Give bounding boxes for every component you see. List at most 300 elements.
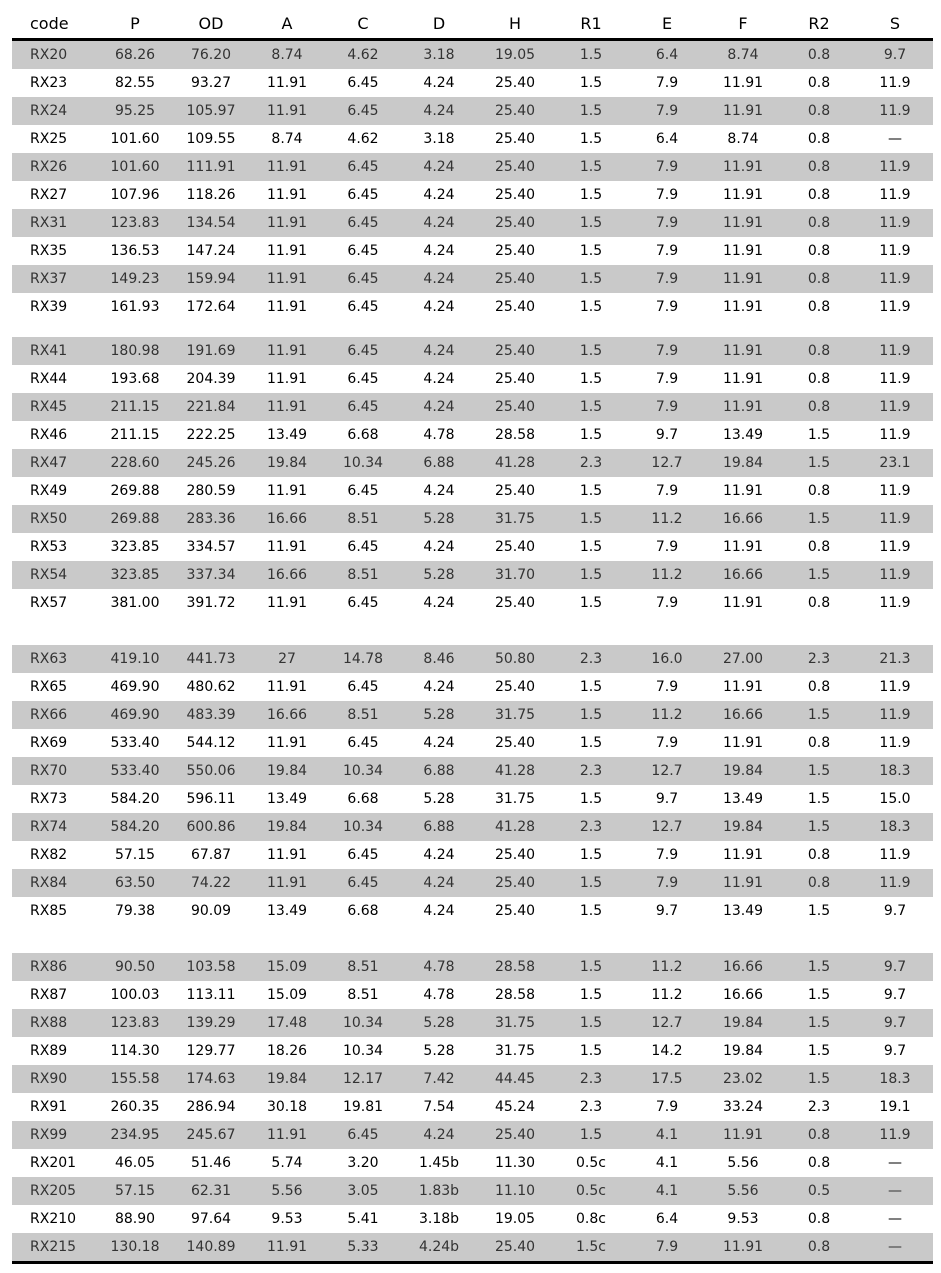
value-cell: 9.7 [857, 897, 933, 925]
value-cell: 1.5 [781, 505, 857, 533]
value-cell: 82.55 [97, 69, 173, 97]
value-cell: 6.45 [325, 673, 401, 701]
value-cell: 7.9 [629, 337, 705, 365]
value-cell: 1.5 [553, 393, 629, 421]
value-cell: 25.40 [477, 293, 553, 321]
value-cell: 6.45 [325, 97, 401, 125]
value-cell: 1.5 [781, 449, 857, 477]
value-cell: 31.75 [477, 505, 553, 533]
value-cell: 0.8 [781, 673, 857, 701]
table-row [12, 1093, 933, 1121]
value-cell: 149.23 [97, 265, 173, 293]
value-cell: 11.9 [857, 337, 933, 365]
value-cell: 172.64 [173, 293, 249, 321]
value-cell: 4.24 [401, 841, 477, 869]
value-cell: 11.91 [705, 729, 781, 757]
code-cell: RX85 [12, 897, 97, 925]
value-cell: 4.24b [401, 1233, 477, 1263]
code-cell: RX65 [12, 673, 97, 701]
value-cell: 0.8 [781, 729, 857, 757]
value-cell: 11.91 [705, 69, 781, 97]
value-cell: — [857, 1233, 933, 1263]
value-cell: 4.24 [401, 673, 477, 701]
value-cell: 57.15 [97, 841, 173, 869]
table-row [12, 813, 933, 841]
value-cell: 1.5 [553, 97, 629, 125]
value-cell: 10.34 [325, 449, 401, 477]
value-cell: 25.40 [477, 589, 553, 617]
code-cell: RX41 [12, 337, 97, 365]
value-cell: 6.88 [401, 813, 477, 841]
value-cell: 4.1 [629, 1149, 705, 1177]
value-cell: 9.53 [249, 1205, 325, 1233]
code-cell: RX88 [12, 1009, 97, 1037]
value-cell: 228.60 [97, 449, 173, 477]
code-cell: RX20 [12, 40, 97, 70]
value-cell: 88.90 [97, 1205, 173, 1233]
column-header-h: H [477, 9, 553, 40]
value-cell: 584.20 [97, 813, 173, 841]
value-cell: 130.18 [97, 1233, 173, 1263]
value-cell: 11.30 [477, 1149, 553, 1177]
value-cell: 1.5 [553, 421, 629, 449]
value-cell: 30.18 [249, 1093, 325, 1121]
value-cell: 90.50 [97, 953, 173, 981]
value-cell: 25.40 [477, 265, 553, 293]
value-cell: 11.9 [857, 729, 933, 757]
value-cell: 8.74 [705, 125, 781, 153]
value-cell: 11.91 [705, 265, 781, 293]
value-cell: 118.26 [173, 181, 249, 209]
value-cell: 2.3 [553, 1065, 629, 1093]
table-row [12, 1205, 933, 1233]
value-cell: 7.9 [629, 533, 705, 561]
value-cell: 11.9 [857, 69, 933, 97]
value-cell: 9.7 [857, 981, 933, 1009]
value-cell: 33.24 [705, 1093, 781, 1121]
value-cell: 1.5 [553, 365, 629, 393]
value-cell: 4.24 [401, 897, 477, 925]
value-cell: 8.51 [325, 953, 401, 981]
value-cell: 1.5 [553, 673, 629, 701]
value-cell: 1.5 [553, 869, 629, 897]
value-cell: 19.84 [705, 813, 781, 841]
value-cell: 76.20 [173, 40, 249, 70]
code-cell: RX84 [12, 869, 97, 897]
value-cell: 103.58 [173, 953, 249, 981]
value-cell: 16.66 [249, 505, 325, 533]
value-cell: 6.45 [325, 533, 401, 561]
value-cell: 11.91 [249, 477, 325, 505]
code-cell: RX91 [12, 1093, 97, 1121]
value-cell: 2.3 [553, 645, 629, 673]
value-cell: 211.15 [97, 421, 173, 449]
table-body [12, 40, 933, 1263]
value-cell: 6.68 [325, 785, 401, 813]
value-cell: 8.51 [325, 981, 401, 1009]
rx-gasket-dimensions-table [12, 9, 933, 1264]
table-row [12, 1037, 933, 1065]
value-cell: 11.91 [249, 589, 325, 617]
value-cell: 27 [249, 645, 325, 673]
value-cell: 16.66 [705, 505, 781, 533]
value-cell: 19.1 [857, 1093, 933, 1121]
code-cell: RX215 [12, 1233, 97, 1263]
value-cell: 4.78 [401, 981, 477, 1009]
code-cell: RX86 [12, 953, 97, 981]
value-cell: 11.91 [705, 153, 781, 181]
code-cell: RX210 [12, 1205, 97, 1233]
value-cell: 4.24 [401, 729, 477, 757]
value-cell: 13.49 [249, 785, 325, 813]
value-cell: 4.24 [401, 293, 477, 321]
value-cell: 5.33 [325, 1233, 401, 1263]
value-cell: 25.40 [477, 209, 553, 237]
value-cell: 11.9 [857, 365, 933, 393]
value-cell: 11.91 [705, 673, 781, 701]
value-cell: 1.5 [553, 40, 629, 70]
value-cell: 174.63 [173, 1065, 249, 1093]
value-cell: 18.3 [857, 813, 933, 841]
value-cell: 211.15 [97, 393, 173, 421]
value-cell: 17.48 [249, 1009, 325, 1037]
value-cell: 0.8 [781, 869, 857, 897]
value-cell: 12.7 [629, 757, 705, 785]
code-cell: RX45 [12, 393, 97, 421]
value-cell: 1.5 [553, 209, 629, 237]
value-cell: 11.9 [857, 841, 933, 869]
value-cell: 6.45 [325, 1121, 401, 1149]
table-row [12, 701, 933, 729]
value-cell: 6.45 [325, 365, 401, 393]
value-cell: 1.83b [401, 1177, 477, 1205]
value-cell: 1.5 [553, 785, 629, 813]
value-cell: 19.84 [705, 757, 781, 785]
value-cell: 6.45 [325, 265, 401, 293]
value-cell: 11.9 [857, 701, 933, 729]
value-cell: 6.4 [629, 40, 705, 70]
value-cell: 7.9 [629, 153, 705, 181]
table-row [12, 265, 933, 293]
value-cell: 12.7 [629, 1009, 705, 1037]
table-row [12, 673, 933, 701]
value-cell: 5.56 [705, 1177, 781, 1205]
value-cell: 11.91 [705, 1121, 781, 1149]
value-cell: 15.0 [857, 785, 933, 813]
value-cell: 1.45b [401, 1149, 477, 1177]
value-cell: 245.26 [173, 449, 249, 477]
value-cell: 7.54 [401, 1093, 477, 1121]
value-cell: 1.5 [781, 561, 857, 589]
value-cell: 6.88 [401, 757, 477, 785]
value-cell: 0.8 [781, 589, 857, 617]
value-cell: 7.9 [629, 181, 705, 209]
value-cell: 45.24 [477, 1093, 553, 1121]
code-cell: RX31 [12, 209, 97, 237]
value-cell: 41.28 [477, 449, 553, 477]
value-cell: 51.46 [173, 1149, 249, 1177]
value-cell: 1.5 [553, 561, 629, 589]
value-cell: 7.9 [629, 729, 705, 757]
value-cell: 8.46 [401, 645, 477, 673]
value-cell: 7.9 [629, 393, 705, 421]
table-row [12, 209, 933, 237]
value-cell: 441.73 [173, 645, 249, 673]
value-cell: 11.91 [249, 533, 325, 561]
value-cell: 11.91 [705, 1233, 781, 1263]
value-cell: 8.51 [325, 701, 401, 729]
value-cell: 25.40 [477, 365, 553, 393]
value-cell: 101.60 [97, 125, 173, 153]
value-cell: 19.05 [477, 40, 553, 70]
value-cell: 11.91 [249, 1233, 325, 1263]
value-cell: 9.7 [857, 40, 933, 70]
value-cell: 7.9 [629, 293, 705, 321]
value-cell: 1.5 [781, 757, 857, 785]
value-cell: 1.5 [781, 813, 857, 841]
value-cell: 9.7 [629, 421, 705, 449]
table-row [12, 181, 933, 209]
value-cell: 191.69 [173, 337, 249, 365]
value-cell: 533.40 [97, 757, 173, 785]
value-cell: 533.40 [97, 729, 173, 757]
value-cell: 7.42 [401, 1065, 477, 1093]
value-cell: 6.45 [325, 337, 401, 365]
table-row [12, 125, 933, 153]
code-cell: RX37 [12, 265, 97, 293]
value-cell: 136.53 [97, 237, 173, 265]
value-cell: 6.45 [325, 729, 401, 757]
table-row [12, 97, 933, 125]
code-cell: RX23 [12, 69, 97, 97]
value-cell: 1.5 [781, 701, 857, 729]
value-cell: 11.2 [629, 505, 705, 533]
code-cell: RX87 [12, 981, 97, 1009]
value-cell: 105.97 [173, 97, 249, 125]
code-cell: RX201 [12, 1149, 97, 1177]
value-cell: 3.05 [325, 1177, 401, 1205]
value-cell: 1.5 [553, 729, 629, 757]
value-cell: 0.8 [781, 1233, 857, 1263]
value-cell: 1.5 [553, 69, 629, 97]
value-cell: 140.89 [173, 1233, 249, 1263]
value-cell: 9.53 [705, 1205, 781, 1233]
value-cell: 1.5 [553, 505, 629, 533]
table-row [12, 1233, 933, 1263]
value-cell: 4.1 [629, 1177, 705, 1205]
value-cell: 27.00 [705, 645, 781, 673]
value-cell: 12.7 [629, 449, 705, 477]
value-cell: 28.58 [477, 981, 553, 1009]
value-cell: 6.45 [325, 237, 401, 265]
value-cell: 4.24 [401, 365, 477, 393]
value-cell: 12.7 [629, 813, 705, 841]
value-cell: 381.00 [97, 589, 173, 617]
value-cell: 4.62 [325, 40, 401, 70]
table-row [12, 841, 933, 869]
table-row [12, 449, 933, 477]
value-cell: 6.4 [629, 125, 705, 153]
value-cell: 4.78 [401, 953, 477, 981]
value-cell: 2.3 [553, 449, 629, 477]
table-row [12, 561, 933, 589]
value-cell: 11.9 [857, 265, 933, 293]
value-cell: 11.10 [477, 1177, 553, 1205]
value-cell: 269.88 [97, 477, 173, 505]
value-cell: 483.39 [173, 701, 249, 729]
value-cell: 62.31 [173, 1177, 249, 1205]
value-cell: 14.2 [629, 1037, 705, 1065]
table-row [12, 393, 933, 421]
value-cell: 480.62 [173, 673, 249, 701]
value-cell: 23.02 [705, 1065, 781, 1093]
value-cell: 2.3 [553, 813, 629, 841]
table-row [12, 40, 933, 70]
value-cell: 5.28 [401, 561, 477, 589]
value-cell: 155.58 [97, 1065, 173, 1093]
group-spacer [12, 925, 933, 953]
value-cell: 41.28 [477, 813, 553, 841]
value-cell: 31.75 [477, 1009, 553, 1037]
value-cell: 6.4 [629, 1205, 705, 1233]
code-cell: RX205 [12, 1177, 97, 1205]
value-cell: — [857, 1177, 933, 1205]
value-cell: 13.49 [705, 785, 781, 813]
value-cell: 5.74 [249, 1149, 325, 1177]
value-cell: 19.84 [705, 1009, 781, 1037]
value-cell: 11.9 [857, 589, 933, 617]
table-row [12, 477, 933, 505]
value-cell: 11.9 [857, 533, 933, 561]
table-row [12, 1065, 933, 1093]
value-cell: 193.68 [97, 365, 173, 393]
value-cell: 0.8c [553, 1205, 629, 1233]
value-cell: 111.91 [173, 153, 249, 181]
value-cell: 9.7 [857, 1009, 933, 1037]
value-cell: 25.40 [477, 897, 553, 925]
value-cell: 3.18b [401, 1205, 477, 1233]
value-cell: 161.93 [97, 293, 173, 321]
column-header-s: S [857, 9, 933, 40]
column-header-r1: R1 [553, 9, 629, 40]
table-row [12, 1149, 933, 1177]
value-cell: 4.24 [401, 477, 477, 505]
value-cell: 1.5 [553, 337, 629, 365]
value-cell: 0.5c [553, 1177, 629, 1205]
table-row [12, 237, 933, 265]
value-cell: 2.3 [553, 1093, 629, 1121]
value-cell: 4.24 [401, 533, 477, 561]
table-row [12, 981, 933, 1009]
value-cell: 1.5 [553, 589, 629, 617]
column-header-r2: R2 [781, 9, 857, 40]
value-cell: 19.84 [705, 449, 781, 477]
column-header-od: OD [173, 9, 249, 40]
value-cell: 2.3 [781, 645, 857, 673]
value-cell: 19.84 [249, 449, 325, 477]
value-cell: 13.49 [249, 897, 325, 925]
value-cell: 11.91 [705, 181, 781, 209]
code-cell: RX39 [12, 293, 97, 321]
value-cell: 11.91 [705, 393, 781, 421]
value-cell: 10.34 [325, 1009, 401, 1037]
value-cell: 129.77 [173, 1037, 249, 1065]
value-cell: 3.18 [401, 40, 477, 70]
table-row [12, 785, 933, 813]
value-cell: 1.5 [781, 421, 857, 449]
value-cell: 31.75 [477, 701, 553, 729]
value-cell: 123.83 [97, 209, 173, 237]
value-cell: 0.8 [781, 181, 857, 209]
value-cell: 31.75 [477, 1037, 553, 1065]
value-cell: 1.5 [553, 897, 629, 925]
value-cell: 6.68 [325, 897, 401, 925]
table-row [12, 953, 933, 981]
value-cell: 68.26 [97, 40, 173, 70]
value-cell: 1.5 [553, 533, 629, 561]
code-cell: RX69 [12, 729, 97, 757]
value-cell: 1.5 [781, 897, 857, 925]
value-cell: 5.28 [401, 701, 477, 729]
value-cell: 9.7 [857, 1037, 933, 1065]
value-cell: 7.9 [629, 589, 705, 617]
value-cell: 25.40 [477, 841, 553, 869]
value-cell: 3.20 [325, 1149, 401, 1177]
column-header-f: F [705, 9, 781, 40]
value-cell: 11.9 [857, 477, 933, 505]
code-cell: RX74 [12, 813, 97, 841]
code-cell: RX49 [12, 477, 97, 505]
value-cell: 31.70 [477, 561, 553, 589]
column-header-a: A [249, 9, 325, 40]
value-cell: 596.11 [173, 785, 249, 813]
value-cell: 280.59 [173, 477, 249, 505]
code-cell: RX53 [12, 533, 97, 561]
value-cell: 25.40 [477, 97, 553, 125]
value-cell: 1.5c [553, 1233, 629, 1263]
value-cell: 11.9 [857, 505, 933, 533]
value-cell: 4.24 [401, 869, 477, 897]
table-row [12, 1009, 933, 1037]
value-cell: 11.91 [705, 209, 781, 237]
value-cell: 67.87 [173, 841, 249, 869]
table-row [12, 421, 933, 449]
value-cell: 4.78 [401, 421, 477, 449]
value-cell: 6.45 [325, 869, 401, 897]
value-cell: 2.3 [781, 1093, 857, 1121]
table-row [12, 645, 933, 673]
value-cell: 0.8 [781, 293, 857, 321]
value-cell: 6.88 [401, 449, 477, 477]
value-cell: 11.9 [857, 209, 933, 237]
value-cell: 11.91 [249, 237, 325, 265]
code-cell: RX47 [12, 449, 97, 477]
value-cell: 3.18 [401, 125, 477, 153]
value-cell: 6.45 [325, 477, 401, 505]
value-cell: 97.64 [173, 1205, 249, 1233]
value-cell: 8.74 [249, 125, 325, 153]
value-cell: 222.25 [173, 421, 249, 449]
value-cell: 25.40 [477, 673, 553, 701]
value-cell: 19.81 [325, 1093, 401, 1121]
value-cell: 10.34 [325, 813, 401, 841]
value-cell: 95.25 [97, 97, 173, 125]
value-cell: 7.9 [629, 265, 705, 293]
code-cell: RX27 [12, 181, 97, 209]
value-cell: 337.34 [173, 561, 249, 589]
table-row [12, 505, 933, 533]
value-cell: 21.3 [857, 645, 933, 673]
